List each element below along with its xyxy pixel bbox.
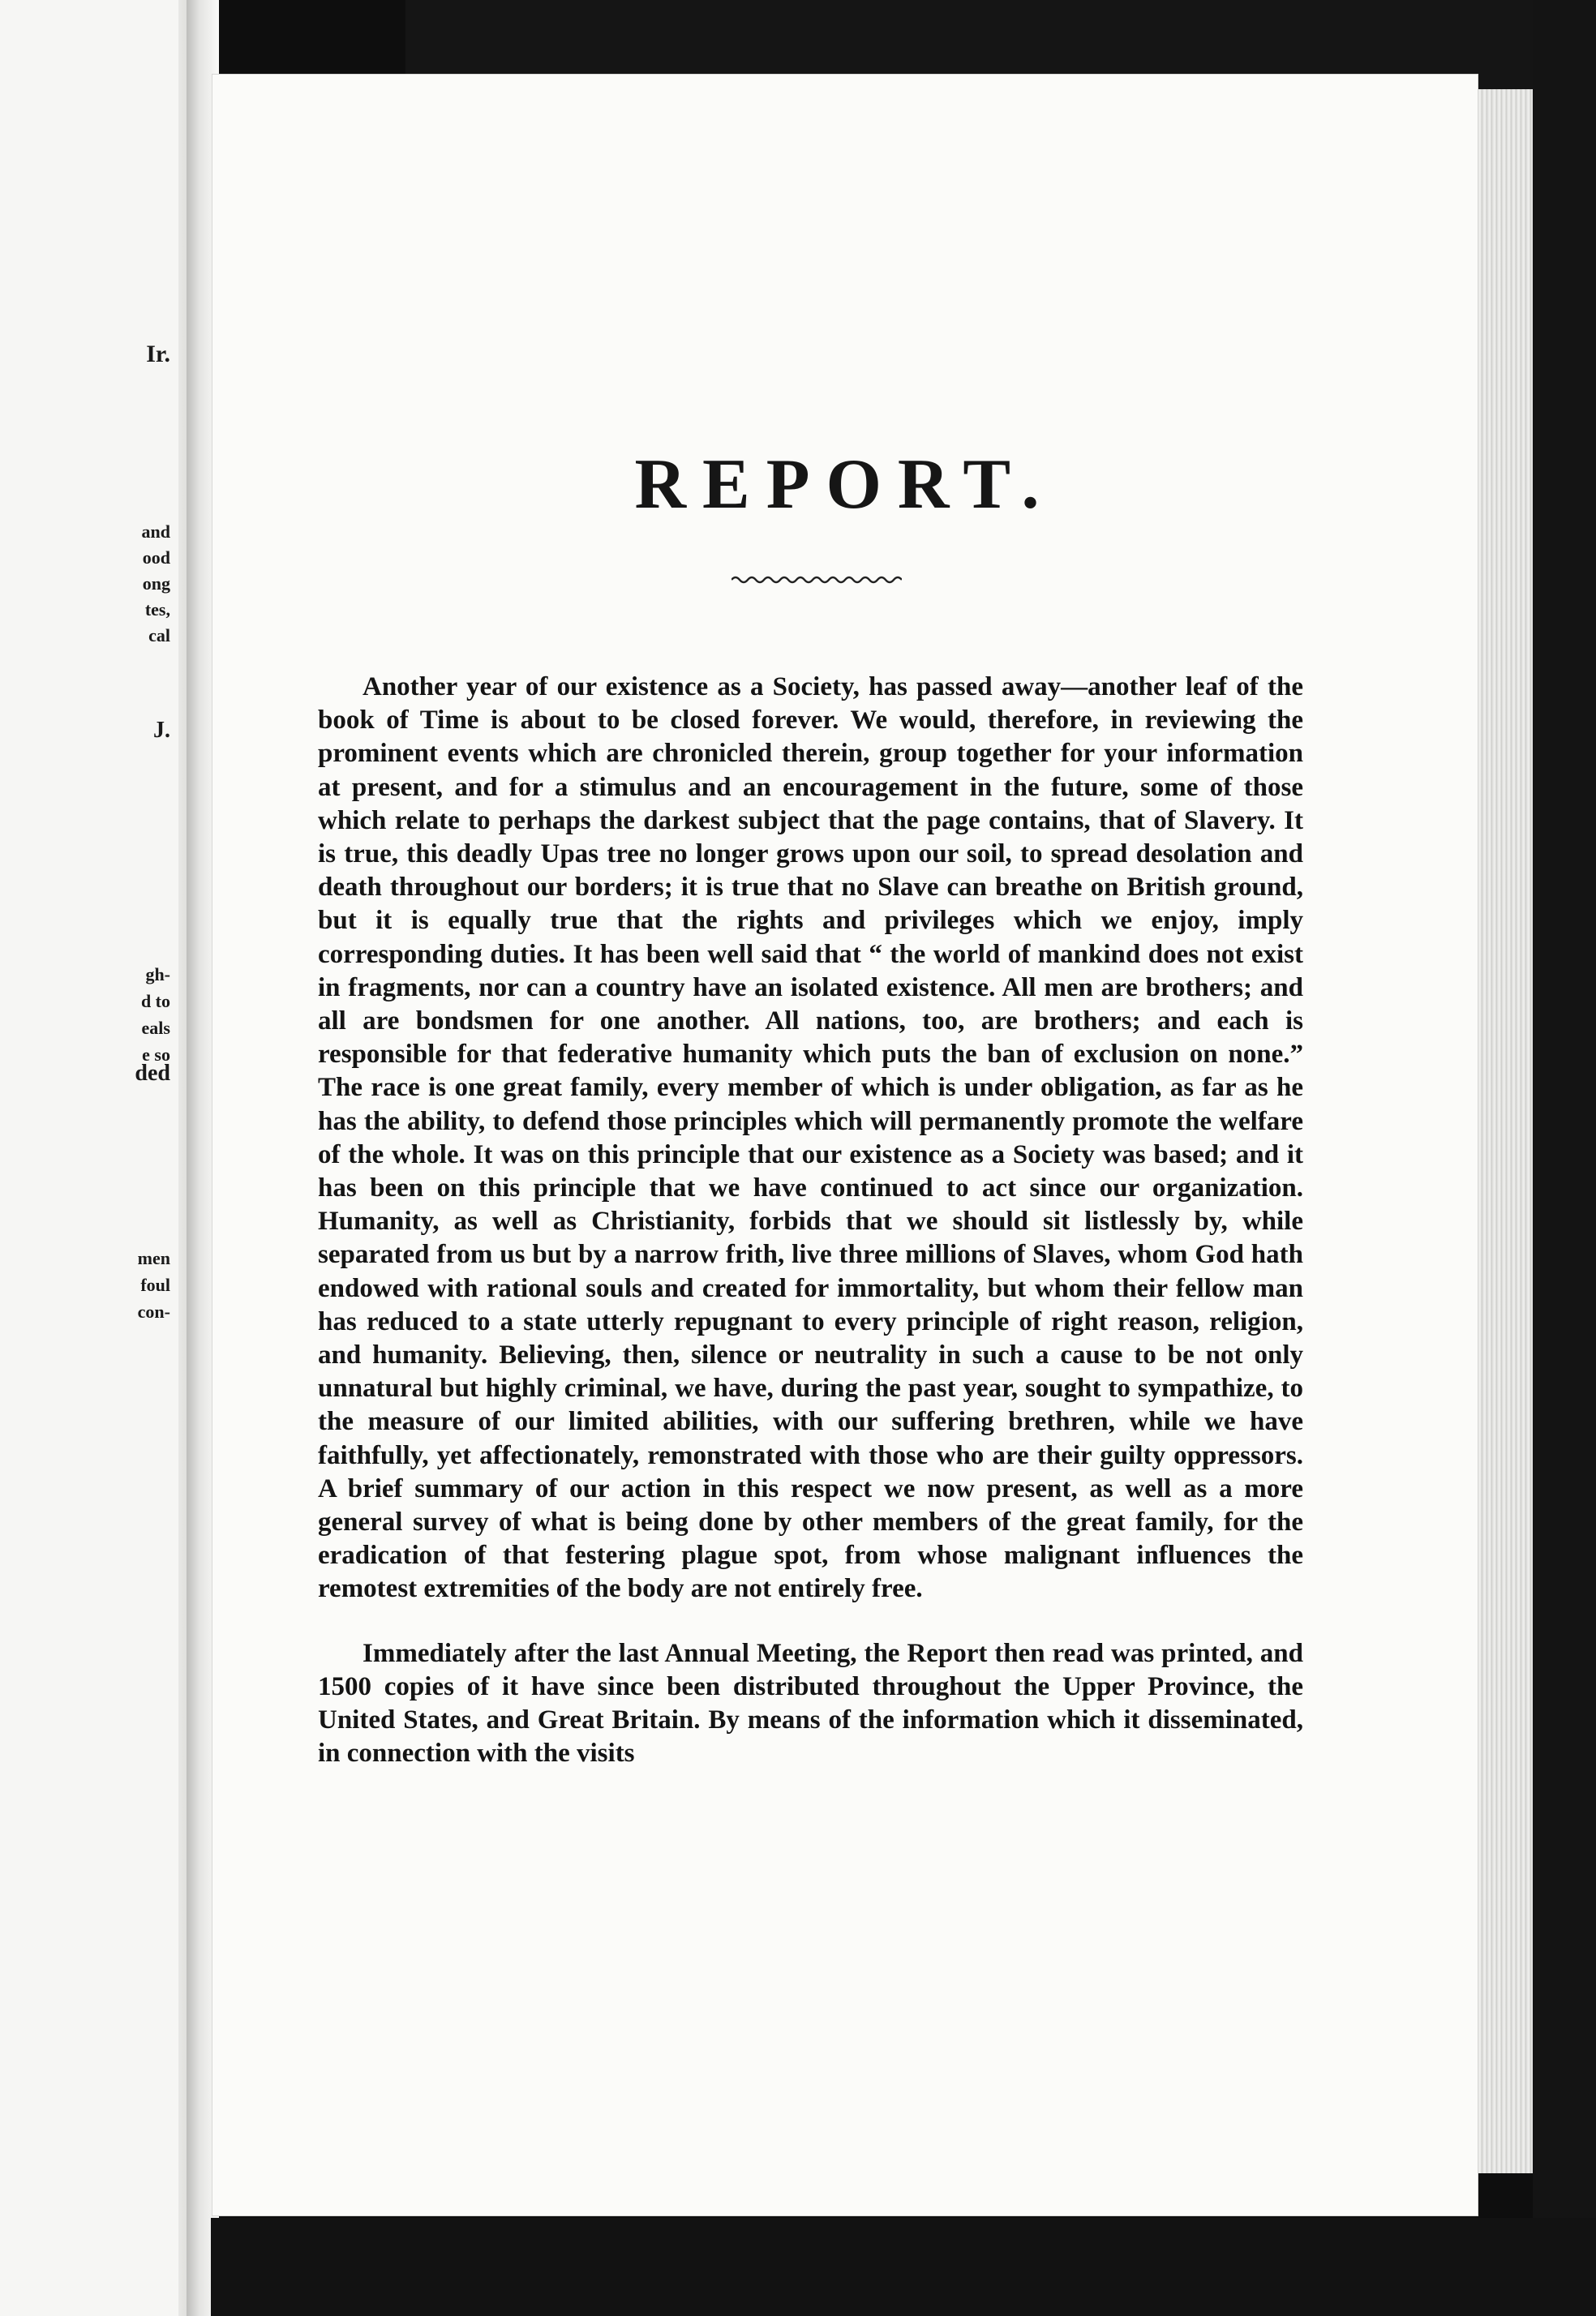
scanner-background-right <box>1533 0 1596 2316</box>
page-edges <box>1468 89 1533 2173</box>
left-page-fragment: men foul con- <box>137 1248 170 1322</box>
paragraph: Another year of our existence as a Society, has passed away—another leaf of the book of Time is about to be closed forever. We would, therefore, in reviewing the prominent events which are chronicled therein, group together for your information at present, and for a stimulus and an encouragement in the future, some of those which relate to perhaps the darkest subject that the page contains, that of Slavery. It is true, this deadly Upas tree no longer grows upon our soil, to spread desolation and death throughout our borders; it is true that no Slave can breathe on British ground, but it is equally true that the rights and privileges which we enjoy, imply corresponding duties. It has been well said that “ the world of mankind does not exist in fragments, nor can a country have an isolated existence. All men are brothers; and all are bondsmen for one another. All nations, too, are brothers; and each is responsible for that federative humanity which puts the ban of exclusion on none.” The race is one great family, every member of which is under obligation, as far as he has the ability, to defend those principles which will permanently promote the welfare of the whole. It was on this principle that our existence as a Society was based; and it has been on this principle that we have continued to act since our organization. Humanity, as well as Christianity, forbids that we should sit listlessly by, while separated from us but by a narrow frith, live three millions of Slaves, whom God hath endowed with rational souls and created for immortality, but whom their fellow man has reduced to a state utterly repugnant to every principle of right reason, religion, and humanity. Believing, then, silence or neutrality in such a cause to be not only unnatural but highly criminal, we have, during the past year, sought to sympathize, to the measure of our limited abilities, with our suffering brethren, while we have faithfully, yet affectionately, remonstrated with those who are their guilty oppressors. A brief summary of our action in this respect we now present, as well as a more general survey of what is being done by other members of the great family, for the eradication of that festering plague spot, from whose malignant influences the remotest extremities of the body are not entirely free. <box>318 672 1303 1604</box>
left-page-fragment: J. <box>153 718 170 743</box>
wavy-rule-ornament <box>732 573 902 586</box>
left-page-fragment: ded <box>135 1061 170 1086</box>
report-page <box>212 75 1478 2215</box>
left-page-fragment: Ir. <box>146 341 170 367</box>
paragraph: Immediately after the last Annual Meeting, the Report then read was printed, and 1500 copies of it have since been distributed throughout the Upper Province, the United States, and Great Britain. By means of the information which it disseminated, in connection with the visits <box>318 1638 1303 1769</box>
scanner-background-bottom <box>211 2218 1596 2316</box>
report-body <box>318 671 1303 1771</box>
page-title: REPORT. <box>634 445 1056 524</box>
left-page-fragment: gh- d to eals e so <box>140 964 170 1065</box>
left-page-fragment: and ood ong tes, cal <box>141 521 170 645</box>
left-facing-page <box>0 0 203 2316</box>
